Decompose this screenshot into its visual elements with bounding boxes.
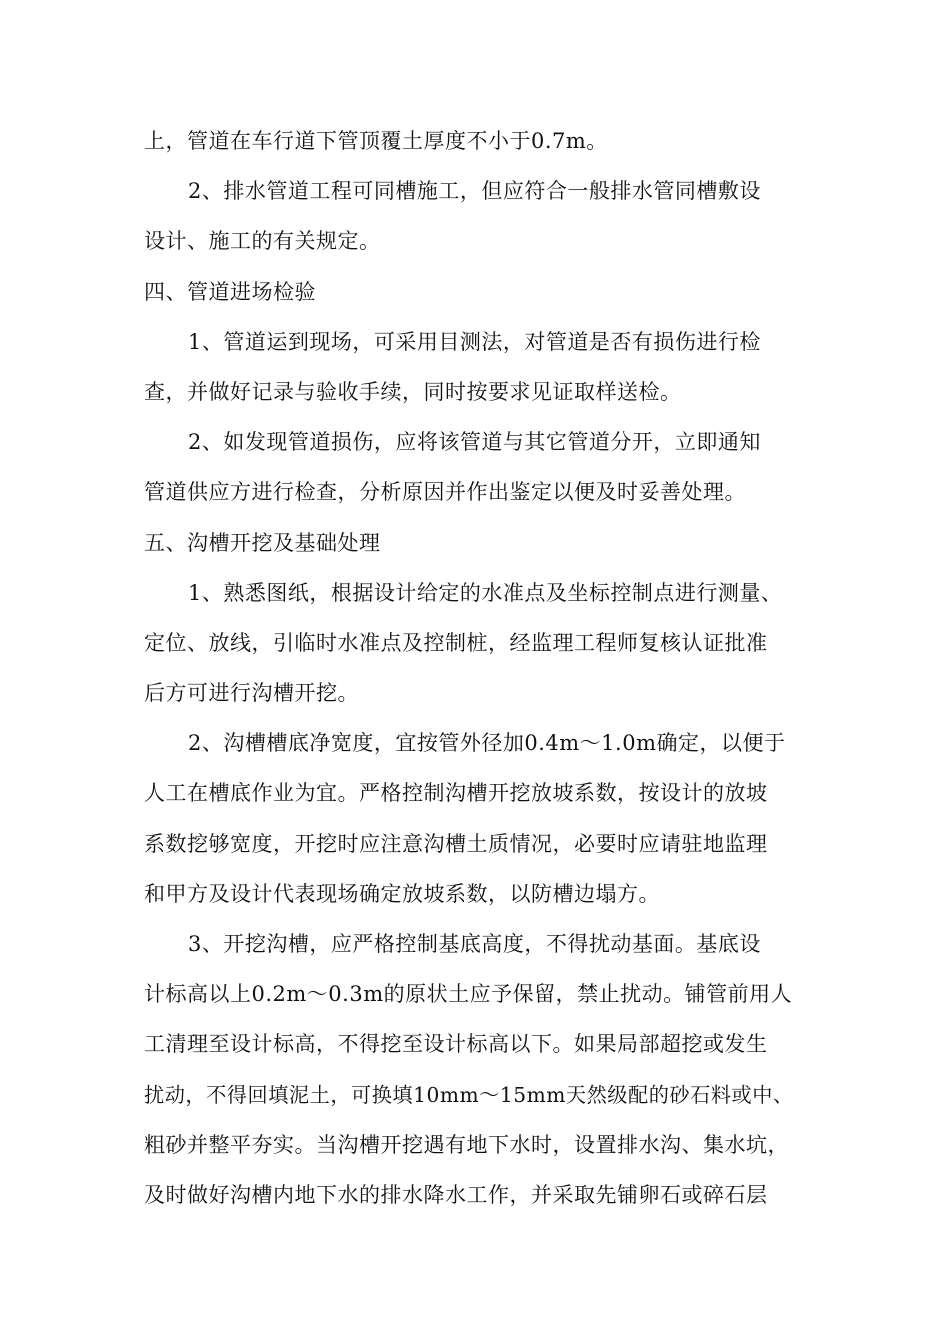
text-line: 3、开挖沟槽，应严格控制基底高度，不得扰动基面。基底设 — [188, 932, 761, 956]
text-line: 2、沟槽槽底净宽度，宜按管外径加0.4m～1.0m确定，以便于 — [188, 731, 786, 756]
text-line: 系数挖够宽度，开挖时应注意沟槽土质情况，必要时应请驻地监理 — [144, 831, 768, 856]
text-line: 1、管道运到现场，可采用目测法，对管道是否有损伤进行检 — [188, 329, 761, 354]
text-line: 计标高以上0.2m～0.3m的原状土应予保留，禁止扰动。铺管前用人 — [144, 982, 793, 1007]
text-line: 五、沟槽开挖及基础处理 — [144, 530, 381, 555]
text-line: 上，管道在车行道下管顶覆土厚度不小于0.7m。 — [144, 129, 608, 153]
text-line: 管道供应方进行检查，分析原因并作出鉴定以便及时妥善处理。 — [144, 480, 746, 505]
text-line: 2、如发现管道损伤，应将该管道与其它管道分开，立即通知 — [188, 430, 761, 455]
document-body — [144, 116, 794, 1220]
text-line: 四、管道进场检验 — [144, 279, 316, 304]
text-line: 人工在槽底作业为宜。严格控制沟槽开挖放坡系数，按设计的放坡 — [144, 781, 768, 806]
text-line: 粗砂并整平夯实。当沟槽开挖遇有地下水时，设置排水沟、集水坑， — [144, 1132, 789, 1157]
text-line: 扰动，不得回填泥土，可换填10mm～15mm天然级配的砂石料或中、 — [144, 1082, 794, 1107]
text-line: 及时做好沟槽内地下水的排水降水工作，并采取先铺卵石或碎石层 — [144, 1182, 768, 1207]
text-line: 和甲方及设计代表现场确定放坡系数，以防槽边塌方。 — [144, 881, 660, 906]
text-line: 定位、放线，引临时水准点及控制桩，经监理工程师复核认证批准 — [144, 630, 768, 655]
text-line: 设计、施工的有关规定。 — [144, 229, 381, 254]
text-line: 2、排水管道工程可同槽施工，但应符合一般排水管同槽敷设 — [188, 179, 761, 204]
text-line: 后方可进行沟槽开挖。 — [144, 681, 359, 706]
text-line: 查，并做好记录与验收手续，同时按要求见证取样送检。 — [144, 379, 682, 404]
text-line: 1、熟悉图纸，根据设计给定的水准点及坐标控制点进行测量、 — [188, 580, 783, 605]
text-line: 工清理至设计标高，不得挖至设计标高以下。如果局部超挖或发生 — [144, 1032, 768, 1057]
